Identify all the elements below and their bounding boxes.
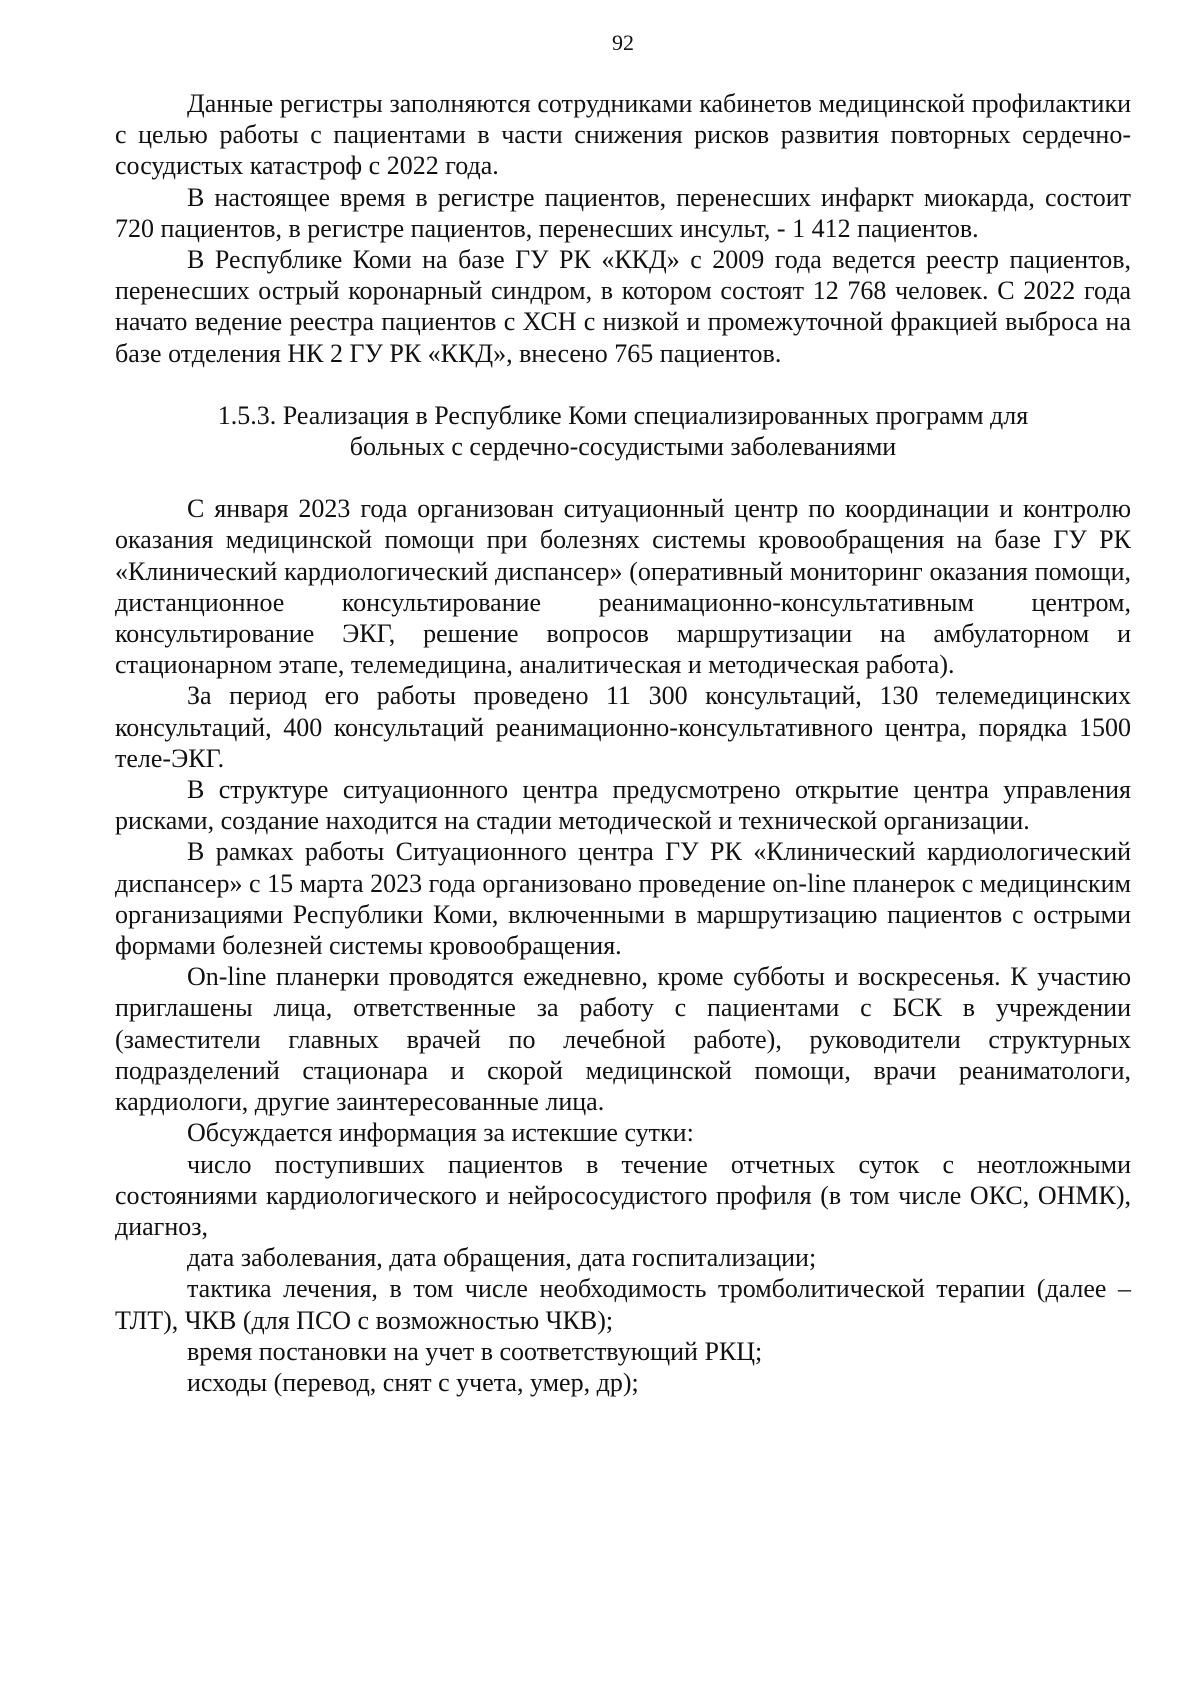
body-paragraph: On-line планерки проводятся ежедневно, кроме субботы и воскресенья. К участию приглашены лица, ответственные за работу с пациентами с БСК в учреждении (заместители главных врачей по лечебной работе), руководители структурных подразделений стационара и скорой медицинской помощи, врачи реаниматологи, кардиологи, другие заинтересованные лица.: [115, 962, 1131, 1117]
list-paragraph: тактика лечения, в том числе необходимость тромболитической терапии (далее – ТЛТ), ЧКВ (для ПСО с возможностью ЧКВ);: [115, 1274, 1131, 1335]
body-paragraph: В настоящее время в регистре пациентов, перенесших инфаркт миокарда, состоит 720 пациентов, в регистре пациентов, перенесших инсульт, - 1 412 пациентов.: [115, 182, 1131, 243]
body-paragraph: В Республике Коми на базе ГУ РК «ККД» с 2009 года ведется реестр пациентов, перенесших острый коронарный синдром, в котором состоят 12 768 человек. С 2022 года начато ведение реестра пациентов с ХСН с низкой и промежуточной фракцией выброса на базе отделения НК 2 ГУ РК «ККД», внесено 765 пациентов.: [115, 245, 1131, 368]
list-paragraph: время постановки на учет в соответствующий РКЦ;: [187, 1336, 763, 1366]
section-heading-line: 1.5.3. Реализация в Республике Коми специализированных программ для: [217, 400, 1029, 430]
body-paragraph: С января 2023 года организован ситуационный центр по координации и контролю оказания медицинской помощи при болезнях системы кровообращения на базе ГУ РК «Клинический кардиологический диспансер» (оперативный мониторинг оказания помощи, дистанционное консультирование реанимационно-консультативным центром, консультирование ЭКГ, решение вопросов маршрутизации на амбулаторном и стационарном этапе, телемедицина, аналитическая и методическая работа).: [115, 494, 1131, 680]
body-paragraph: За период его работы проведено 11 300 консультаций, 130 телемедицинских консультаций, 400 консультаций реанимационно-консультативного центра, порядка 1500 теле-ЭКГ.: [115, 681, 1131, 773]
body-paragraph: В рамках работы Ситуационного центра ГУ РК «Клинический кардиологический диспансер» с 15 марта 2023 года организовано проведение on-line планерок с медицинским организациями Республики Коми, включенными в маршрутизацию пациентов с острыми формами болезней системы кровообращения.: [115, 837, 1131, 961]
section-heading: [115, 400, 1131, 462]
document-body: [115, 88, 1131, 1398]
body-paragraph: Обсуждается информация за истекшие сутки:: [187, 1118, 694, 1148]
body-paragraph: В структуре ситуационного центра предусмотрено открытие центра управления рисками, создание находится на стадии методической и технической организации.: [115, 775, 1131, 836]
list-paragraph: дата заболевания, дата обращения, дата госпитализации;: [187, 1243, 817, 1273]
body-paragraph: Данные регистры заполняются сотрудниками кабинетов медицинской профилактики с целью работы с пациентами в части снижения рисков развития повторных сердечно-сосудистых катастроф с 2022 года.: [115, 89, 1131, 181]
section-heading-line: больных с сердечно-сосудистыми заболеваниями: [349, 432, 897, 462]
page-number: 92: [612, 30, 634, 55]
list-paragraph: исходы (перевод, снят с учета, умер, др);: [187, 1367, 639, 1397]
list-paragraph: число поступивших пациентов в течение отчетных суток с неотложными состояниями кардиологического и нейрососудистого профиля (в том числе ОКС, ОНМК), диагноз,: [115, 1149, 1131, 1241]
